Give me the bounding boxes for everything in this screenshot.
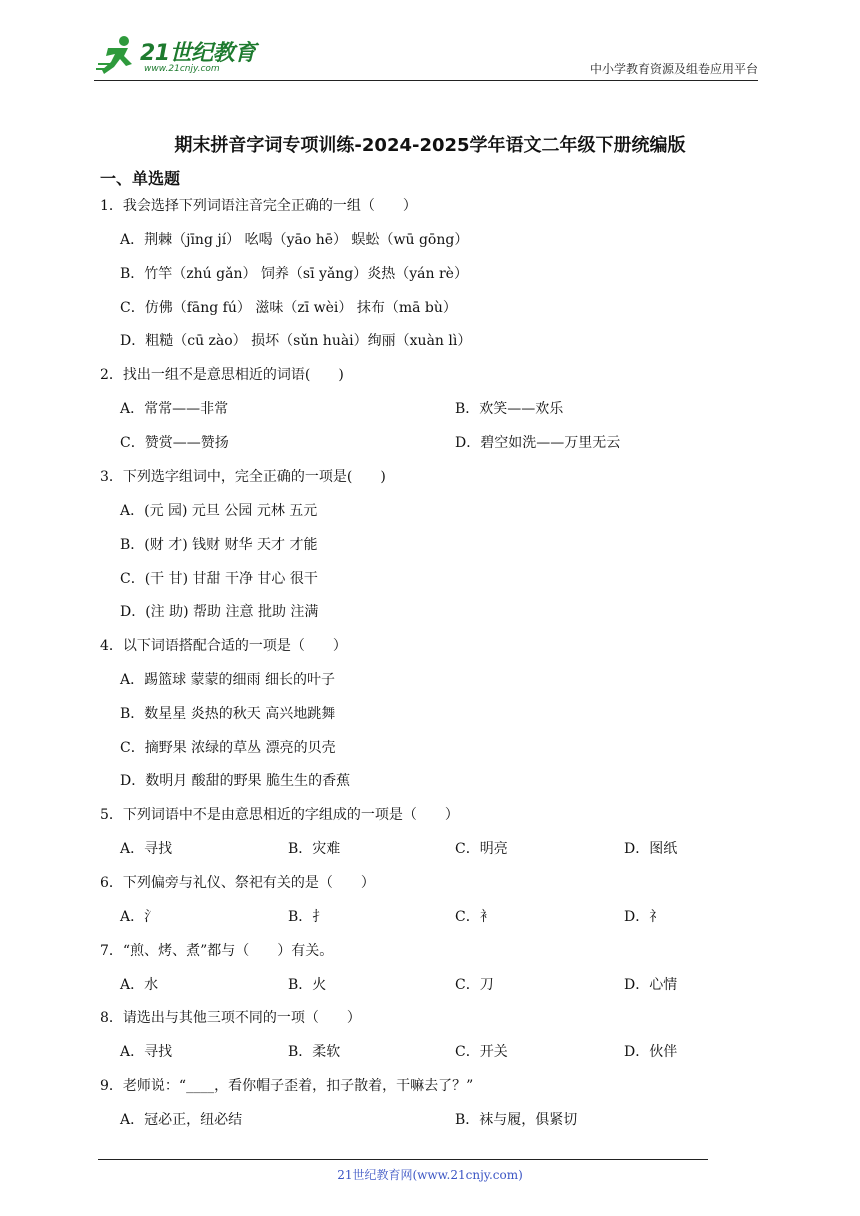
question-2-option-d[interactable]: D．碧空如洗——万里无云: [455, 435, 621, 451]
question-1-option-c[interactable]: C．仿佛（fāng fú） 滋味（zī wèi） 抹布（mā bù）: [120, 300, 457, 316]
question-4-stem: 4．以下词语搭配合适的一项是（ ）: [100, 638, 347, 654]
question-6-option-b[interactable]: B．扌: [288, 909, 327, 925]
header-divider: [94, 80, 758, 81]
question-5-option-d[interactable]: D．图纸: [624, 841, 678, 857]
question-4-option-d[interactable]: D．数明月 酸甜的野果 脆生生的香蕉: [120, 773, 351, 789]
question-1-option-a[interactable]: A．荆棘（jīng jí） 吆喝（yāo hē） 蜈蚣（wū gōng）: [120, 232, 469, 248]
question-3-option-b[interactable]: B．(财 才) 钱财 财华 天才 才能: [120, 537, 318, 553]
platform-name: 中小学教育资源及组卷应用平台: [589, 62, 758, 76]
question-6-option-a[interactable]: A．氵: [120, 909, 159, 925]
question-1-option-b[interactable]: B．竹竿（zhú gǎn） 饲养（sī yǎng）炎热（yán rè）: [120, 266, 468, 282]
question-9-option-a[interactable]: A．冠必正，纽必结: [120, 1112, 243, 1128]
question-8-stem: 8．请选出与其他三项不同的一项（ ）: [100, 1010, 361, 1026]
question-5-option-b[interactable]: B．灾难: [288, 841, 341, 857]
question-8-option-d[interactable]: D．伙伴: [624, 1044, 678, 1060]
question-2-stem: 2．找出一组不是意思相近的词语( ): [100, 367, 344, 383]
runner-logo-icon: [94, 34, 140, 78]
question-3-option-c[interactable]: C．(干 甘) 甘甜 干净 甘心 很干: [120, 571, 318, 587]
section-heading: 一、单选题: [100, 169, 181, 188]
question-7-option-a[interactable]: A．水: [120, 977, 159, 993]
question-1-stem: 1．我会选择下列词语注音完全正确的一组（ ）: [100, 198, 417, 214]
question-9-option-b[interactable]: B．袜与履，俱紧切: [455, 1112, 578, 1128]
question-4-option-c[interactable]: C．摘野果 浓绿的草丛 漂亮的贝壳: [120, 740, 336, 756]
page-title: 期末拼音字词专项训练-2024-2025学年语文二年级下册统编版: [174, 135, 686, 156]
question-5-stem: 5．下列词语中不是由意思相近的字组成的一项是（ ）: [100, 807, 459, 823]
question-3-option-a[interactable]: A．(元 园) 元旦 公园 元林 五元: [120, 503, 318, 519]
question-3-stem: 3．下列选字组词中，完全正确的一项是( ): [100, 469, 386, 485]
footer-source[interactable]: 21世纪教育网(www.21cnjy.com): [337, 1168, 523, 1182]
question-7-option-b[interactable]: B．火: [288, 977, 327, 993]
page-header: [94, 30, 758, 80]
question-2-option-b[interactable]: B．欢笑——欢乐: [455, 401, 564, 417]
question-4-option-b[interactable]: B．数星星 炎热的秋天 高兴地跳舞: [120, 706, 336, 722]
logo-text: 21世纪教育: [140, 41, 256, 66]
footer-divider: [98, 1159, 708, 1160]
question-8-option-a[interactable]: A．寻找: [120, 1044, 173, 1060]
question-1-option-d[interactable]: D．粗糙（cū zào） 损坏（sǔn huài）绚丽（xuàn lì）: [120, 333, 472, 349]
question-6-option-d[interactable]: D．礻: [624, 909, 664, 925]
question-5-option-a[interactable]: A．寻找: [120, 841, 173, 857]
question-8-option-b[interactable]: B．柔软: [288, 1044, 341, 1060]
question-4-option-a[interactable]: A．踢篮球 蒙蒙的细雨 细长的叶子: [120, 672, 336, 688]
question-6-option-c[interactable]: C．衤: [455, 909, 494, 925]
logo: [94, 34, 274, 78]
logo-url: www.21cnjy.com: [144, 64, 220, 74]
question-7-option-d[interactable]: D．心情: [624, 977, 678, 993]
question-7-option-c[interactable]: C．刀: [455, 977, 494, 993]
question-2-option-c[interactable]: C．赞赏——赞扬: [120, 435, 229, 451]
question-8-option-c[interactable]: C．开关: [455, 1044, 508, 1060]
question-3-option-d[interactable]: D．(注 助) 帮助 注意 批助 注满: [120, 604, 319, 620]
question-2-option-a[interactable]: A．常常——非常: [120, 401, 229, 417]
question-9-stem: 9．老师说：“____，看你帽子歪着，扣子散着，干嘛去了？”: [100, 1078, 474, 1094]
question-6-stem: 6．下列偏旁与礼仪、祭祀有关的是（ ）: [100, 875, 375, 891]
question-7-stem: 7．“煎、烤、煮”都与（ ）有关。: [100, 943, 334, 959]
question-5-option-c[interactable]: C．明亮: [455, 841, 508, 857]
